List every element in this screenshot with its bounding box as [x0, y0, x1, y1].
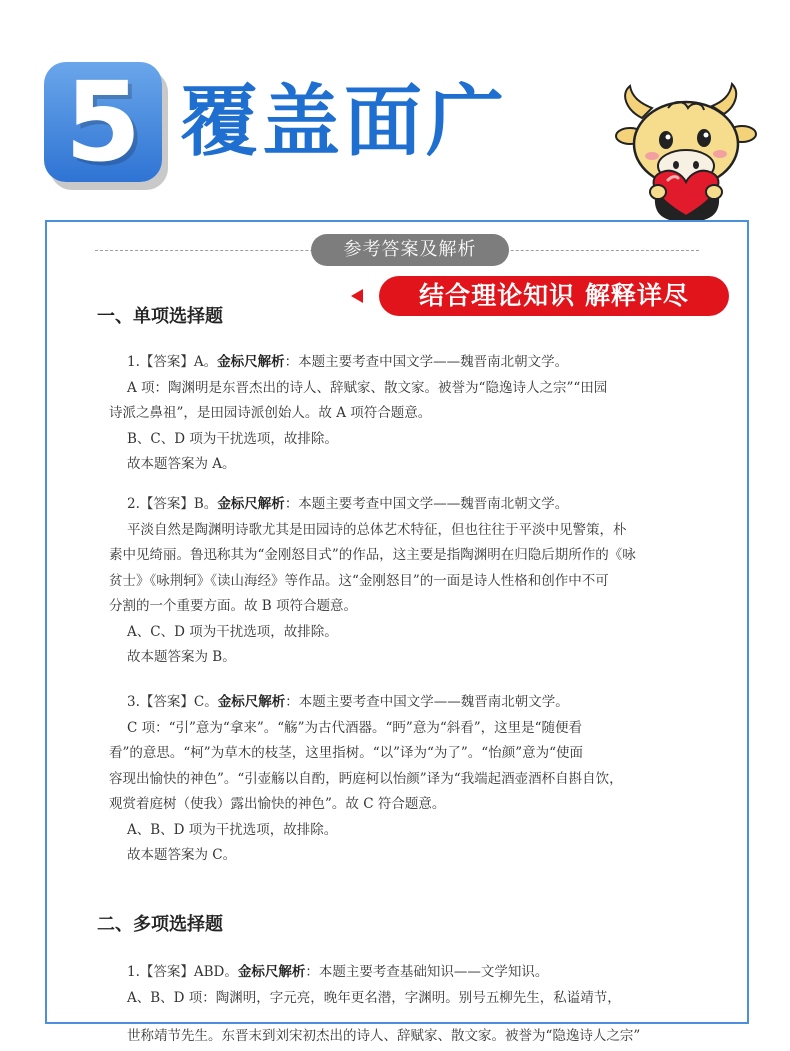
- analysis-text: 诗派之鼻祖”，是田园诗派创始人。故 A 项符合题意。: [109, 405, 432, 421]
- analysis-text: 平淡自然是陶渊明诗歌尤其是田园诗的总体艺术特征，但也往往于平淡中见警策，朴: [127, 521, 627, 538]
- analysis-text: 贫士》《咏荆轲》《读山海经》等作品。这“金刚怒目”的一面是诗人性格和创作中不可: [109, 572, 609, 589]
- section-title-single-choice: 一、单项选择题: [97, 306, 223, 327]
- analysis-label: 金标尺解析: [217, 496, 285, 512]
- conclusion-text: 故本题答案为 C。: [127, 847, 237, 863]
- analysis-label: 金标尺解析: [217, 694, 286, 710]
- page-heading: 覆盖面广: [180, 77, 509, 167]
- analysis-text: C 项：“引”意为“拿来”。“觞”为古代酒器。“眄”意为“斜看”，这里是“随便看: [127, 719, 583, 736]
- conclusion-text: 故本题答案为 A。: [127, 456, 236, 472]
- answer-card: [45, 220, 749, 1044]
- exclude-text: A、C、D 项为干扰选项，故排除。: [127, 623, 338, 640]
- triangle-arrow-icon: [351, 289, 363, 303]
- analysis-label: 金标尺解析: [237, 964, 306, 980]
- analysis-text: 看”的意思。“柯”为草木的枝茎，这里指树。“以”译为“为了”。“怡颜”意为“使面: [109, 745, 584, 761]
- answer-key: 1.【答案】A。: [127, 354, 218, 370]
- answer-key: 1.【答案】ABD。: [127, 964, 238, 980]
- answer-key: 2.【答案】B。: [127, 496, 218, 512]
- analysis-intro: ：本题主要考查中国文学——魏晋南北朝文学。: [285, 694, 569, 710]
- analysis-text: 观赏着庭树（使我）露出愉快的神色”。故 C 符合题意。: [109, 796, 446, 812]
- answer-item: [109, 350, 719, 478]
- analysis-text: A 项：陶渊明是东晋杰出的诗人、辞赋家、散文家。被誉为“隐逸诗人之宗”“田园: [127, 379, 608, 396]
- section-title-multiple-choice: 二、多项选择题: [97, 914, 223, 935]
- analysis-intro: ：本题主要考查基础知识——文学知识。: [305, 964, 549, 980]
- answer-header: [109, 350, 719, 376]
- answer-item: [109, 960, 719, 1011]
- analysis-label: 金标尺解析: [217, 354, 285, 370]
- answer-header: [109, 492, 719, 518]
- exclude-text: A、B、D 项为干扰选项，故排除。: [127, 821, 338, 838]
- answer-item: [109, 492, 719, 671]
- cut-off-text: 世称靖节先生。东晋末到刘宋初杰出的诗人、辞赋家、散文家。被誉为“隐逸诗人之宗”: [127, 1028, 641, 1044]
- answer-tag: 参考答案及解析: [311, 234, 509, 266]
- analysis-text: 素中见绮丽。鲁迅称其为“金刚怒目式”的作品，这主要是指陶渊明在归隐后期所作的《咏: [109, 547, 636, 563]
- analysis-text: 容现出愉快的神色”。“引壶觞以自酌，眄庭柯以怡颜”译为“我端起酒壶酒杯自斟自饮，: [109, 770, 623, 787]
- section-number-badge: [44, 58, 162, 186]
- analysis-text: 分割的一个重要方面。故 B 项符合题意。: [109, 598, 358, 614]
- analysis-intro: ：本题主要考查中国文学——魏晋南北朝文学。: [284, 496, 569, 512]
- ox-mascot-icon: [612, 80, 762, 222]
- answer-header: [109, 690, 719, 716]
- section-number: 5: [64, 58, 142, 186]
- analysis-intro: ：本题主要考查中国文学——魏晋南北朝文学。: [284, 354, 569, 370]
- analysis-text: A、B、D 项：陶渊明，字元亮，晚年更名潜，字渊明。别号五柳先生，私谥靖节，: [127, 989, 621, 1006]
- feature-banner: 结合理论知识 解释详尽: [379, 276, 729, 316]
- answer-header: [109, 960, 719, 986]
- answer-item: [109, 690, 719, 869]
- exclude-text: B、C、D 项为干扰选项，故排除。: [127, 430, 338, 447]
- answer-key: 3.【答案】C。: [127, 694, 218, 710]
- conclusion-text: 故本题答案为 B。: [127, 649, 236, 665]
